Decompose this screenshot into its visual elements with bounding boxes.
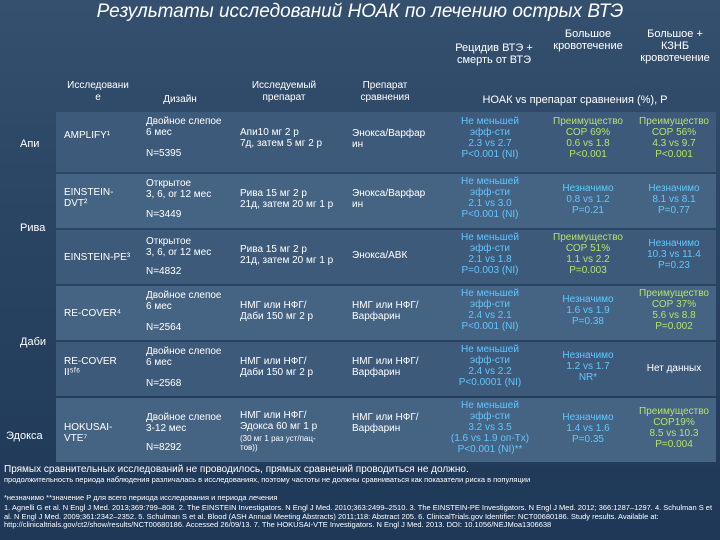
group-label: Даби: [20, 336, 47, 348]
comparator: НМГ или НФГ/ Варфарин: [352, 412, 419, 434]
design: Открытое 3, 6, or 12 мес: [146, 236, 212, 258]
sample-size: N=4832: [146, 266, 182, 277]
study-drug: Рива 15 мг 2 р 21д, затем 20 мг 1 р: [240, 188, 334, 210]
sample-size: N=2564: [146, 322, 182, 333]
study-drug: НМГ или НФГ/ Даби 150 мг 2 р: [240, 356, 314, 378]
result-recurrence: Не меньшей эфф-сти 3.2 vs 3.5 (1.6 vs 1.9 оп-Tx) P<0.001 (NI)**: [450, 400, 530, 455]
sample-size: N=2568: [146, 378, 182, 389]
header-design: Дизайн: [163, 94, 197, 105]
result-crnm-bleed: Преимущество СОР 37% 5.6 vs 8.8 P=0.002: [639, 288, 709, 332]
header-study: Исследовани е: [67, 80, 129, 103]
study-drug: НМГ или НФГ/ Эдокса 60 мг 1 р: [240, 410, 318, 432]
comparator: НМГ или НФГ/ Варфарин: [352, 356, 419, 378]
result-recurrence: Не меньшей эфф-сти 2.4 vs 2.2 P<0.0001 (NI): [458, 344, 522, 388]
result-crnm-bleed: Преимущество СОР 56% 4.3 vs 9.7 P<0.001: [639, 116, 709, 160]
group-label: Апи: [20, 138, 40, 150]
study-name: RE-COVER II⁵ᶠ⁶: [64, 356, 117, 378]
footer-references: 1. Agnelli G et al. N Engl J Med. 2013;369:799–808. 2. The EINSTEIN Investigators. N Engl J Med. 2010;363:2499–2510. 3. The EINSTEIN-PE Investigators. N Engl J Med. 2012; 366:1287–1297. 4. Schulman S et al. N Engl J Med. 2009;361:2342–2352. 5. Schulman S et al. Blood (ASH Annual Meeting Abstracts) 2011;118: Abstract 205. 6. ClinicalTrials.gov Identifier: NCT00680186. Study results. Available at: http://clinicaltrials.gov/ct2/show/results/NCT00680186. Accessed 26/09/13. 7. The HOKUSAI-VTE Investigators. N Engl J Med. 2013. DOI: 10.1056/NEJMoa1306638: [4, 503, 713, 529]
footer-note-pvalue: *незначимо **значение P для всего периода исследования и периода лечения: [4, 493, 278, 502]
study-name: AMPLIFY¹: [64, 130, 111, 141]
result-crnm-bleed: Преимущество СОР19% 8.5 vs 10.3 P=0.004: [639, 406, 709, 450]
result-major-bleed: Преимущество СОР 69% 0.6 vs 1.8 P<0.001: [553, 116, 623, 160]
result-major-bleed: Незначимо 1.6 vs 1.9 P=0.38: [562, 294, 614, 327]
design: Открытое 3, 6, or 12 мес: [146, 178, 212, 200]
header-drug: Исследуемый препарат: [251, 80, 317, 103]
sample-size: N=3449: [146, 209, 182, 220]
study-name: EINSTEIN- DVT²: [64, 187, 114, 209]
study-drug: НМГ или НФГ/ Даби 150 мг 2 р: [240, 300, 314, 322]
result-recurrence: Не меньшей эфф-сти 2.1 vs 1.8 P=0.003 (NI): [461, 232, 519, 276]
result-major-bleed: Незначимо 1.2 vs 1.7 NR*: [562, 350, 614, 383]
comparator: НМГ или НФГ/ Варфарин: [352, 300, 419, 322]
design: Двойное слепое 6 мес: [146, 346, 222, 368]
footer-note-period: продолжительность периода наблюдения различалась в исследованиях, поэтому частоты не должны сравниваться как показатели риска в популяции: [4, 475, 531, 484]
comparator: Эноксa/Варфар ин: [352, 188, 426, 210]
result-crnm-bleed: Нет данных: [646, 363, 702, 374]
comparator: Эноксa/АВК: [352, 250, 408, 261]
header-comparator: Препарат сравнения: [360, 80, 410, 103]
result-recurrence: Не меньшей эфф-сти 2.3 vs 2.7 P<0.001 (NI): [461, 116, 519, 160]
result-recurrence: Не меньшей эфф-сти 2.4 vs 2.1 P<0.001 (NI): [461, 288, 519, 332]
study-drug: Рива 15 мг 2 р 21д, затем 20 мг 1 р: [240, 244, 334, 266]
header-results: НОАК vs препарат сравнения (%), P: [482, 94, 668, 106]
design: Двойное слепое 6 мес: [146, 290, 222, 312]
page-title: Результаты исследований НОАК по лечению острых ВТЭ: [96, 1, 624, 22]
study-name: RE-COVER⁴: [64, 308, 122, 319]
design: Двойное слепое 3-12 мес: [146, 412, 222, 434]
study-drug-note: (30 мг 1 раз уст/пац- тов)): [240, 434, 316, 452]
group-label: Рива: [20, 222, 46, 234]
result-recurrence: Не меньшей эфф-сти 2.1 vs 3.0 P<0.001 (NI): [461, 176, 519, 220]
result-major-bleed: Незначимо 1.4 vs 1.6 P=0.35: [562, 412, 614, 445]
header-major-bleed: Большое кровотечение: [553, 28, 623, 52]
header-recurrence: Рецидив ВТЭ + смерть от ВТЭ: [455, 42, 533, 66]
group-label: Эдокса: [6, 430, 43, 442]
study-name: EINSTEIN-PE³: [64, 252, 131, 263]
comparator: Эноксa/Варфар ин: [352, 128, 426, 150]
result-crnm-bleed: Незначимо 8.1 vs 8.1 P=0.77: [648, 183, 700, 216]
footer-note-main: Прямых сравнительных исследований не проводилось, прямых сравнений проводиться не должно.: [4, 464, 469, 475]
sample-size: N=5395: [146, 148, 182, 159]
header-crnm-bleed: Большое + КЗНБ кровотечение: [640, 28, 710, 64]
sample-size: N=8292: [146, 442, 182, 453]
study-name: HOKUSAI- VTE⁷: [64, 422, 113, 444]
result-major-bleed: Преимущество СОР 51% 1.1 vs 2.2 P=0.003: [553, 232, 623, 276]
result-major-bleed: Незначимо 0.8 vs 1.2 P=0.21: [562, 183, 614, 216]
design: Двойное слепое 6 мес: [146, 116, 222, 138]
study-drug: Апи10 мг 2 р 7д, затем 5 мг 2 р: [240, 127, 323, 149]
result-crnm-bleed: Незначимо 10.3 vs 11.4 P=0.23: [647, 238, 701, 271]
